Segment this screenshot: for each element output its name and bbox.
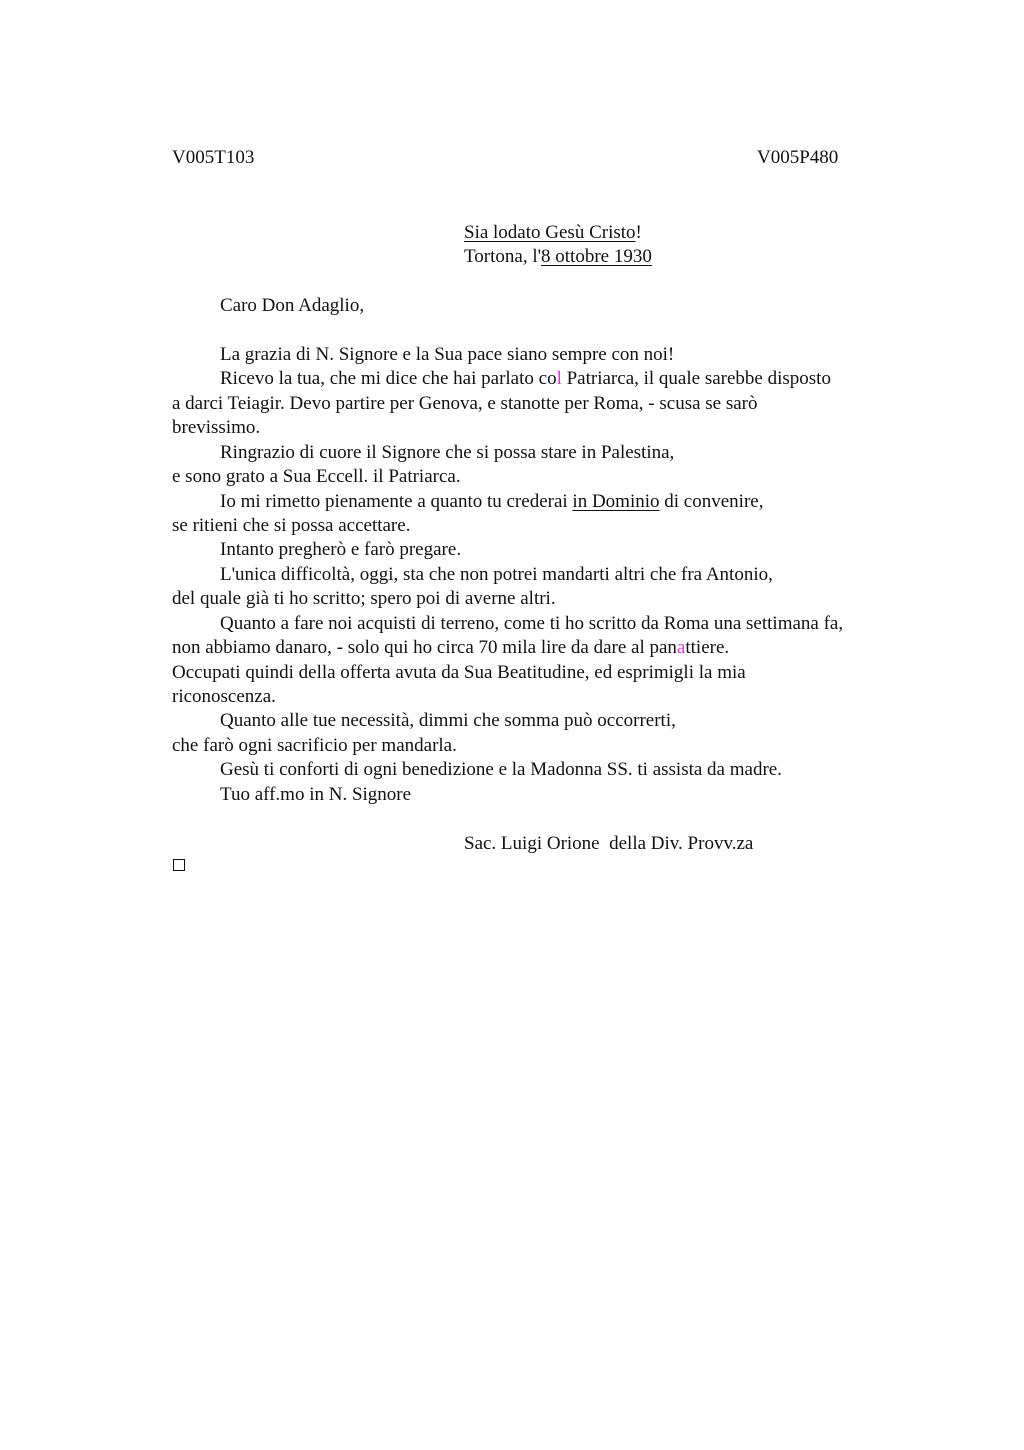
body-line: riconoscenza. (172, 686, 276, 707)
archive-code-right: V005P480 (757, 147, 839, 168)
body-line: Gesù ti conforti di ogni benedizione e la Madonna SS. ti assista da madre. (220, 759, 782, 780)
body-line: Quanto a fare noi acquisti di terreno, come ti ho scritto da Roma una settimana fa, (220, 613, 844, 634)
body-line: se ritieni che si possa accettare. (172, 515, 411, 536)
highlighted-letter: l (556, 368, 562, 389)
body-line: a darci Teiagir. Devo partire per Genova, e stanotte per Roma, - scusa se sarò (172, 393, 758, 414)
archive-code-left: V005T103 (172, 147, 255, 168)
place-date-line (464, 245, 652, 269)
body-line: brevissimo. (172, 417, 261, 438)
body-text: di convenire, (659, 491, 764, 512)
body-line: La grazia di N. Signore e la Sua pace siano sempre con noi! (220, 344, 675, 365)
body-text: non abbiamo danaro, - solo qui ho circa 70 mila lire da dare al pan (172, 637, 677, 658)
body-line: L'unica difficoltà, oggi, sta che non potrei mandarti altri che fra Antonio, (220, 564, 773, 585)
invocation-line (464, 221, 642, 245)
signature: Sac. Luigi Orione della Div. Provv.za (464, 833, 754, 854)
body-text: Io mi rimetto pienamente a quanto tu crederai (220, 491, 573, 512)
body-line: e sono grato a Sua Eccell. il Patriarca. (172, 466, 461, 487)
invocation-text: Sia lodato Gesù Cristo (464, 222, 636, 243)
body-line: Intanto pregherò e farò pregare. (220, 539, 462, 560)
body-line: del quale già ti ho scritto; spero poi di averne altri. (172, 588, 556, 609)
body-line: che farò ogni sacrificio per mandarla. (172, 735, 457, 756)
empty-box-icon (173, 859, 185, 871)
salutation: Caro Don Adaglio, (220, 295, 365, 316)
body-line (172, 636, 729, 660)
closing-line: Tuo aff.mo in N. Signore (220, 784, 412, 805)
body-text: Ricevo la tua, che mi dice che hai parlato co (220, 368, 557, 389)
highlighted-letter: a (676, 637, 686, 658)
body-line: Ringrazio di cuore il Signore che si possa stare in Palestina, (220, 442, 675, 463)
body-line: Quanto alle tue necessità, dimmi che somma può occorrerti, (220, 710, 676, 731)
body-text: Patriarca, il quale sarebbe disposto (561, 368, 831, 389)
body-line (220, 490, 763, 514)
body-line (220, 367, 831, 391)
body-text: ttiere. (685, 637, 730, 658)
underlined-phrase: in Dominio (572, 491, 660, 512)
body-line: Occupati quindi della offerta avuta da Sua Beatitudine, ed esprimigli la mia (172, 662, 746, 683)
invocation-punct: ! (635, 222, 642, 243)
letter-date: 8 ottobre 1930 (541, 246, 652, 267)
place: Tortona, l' (464, 246, 542, 267)
